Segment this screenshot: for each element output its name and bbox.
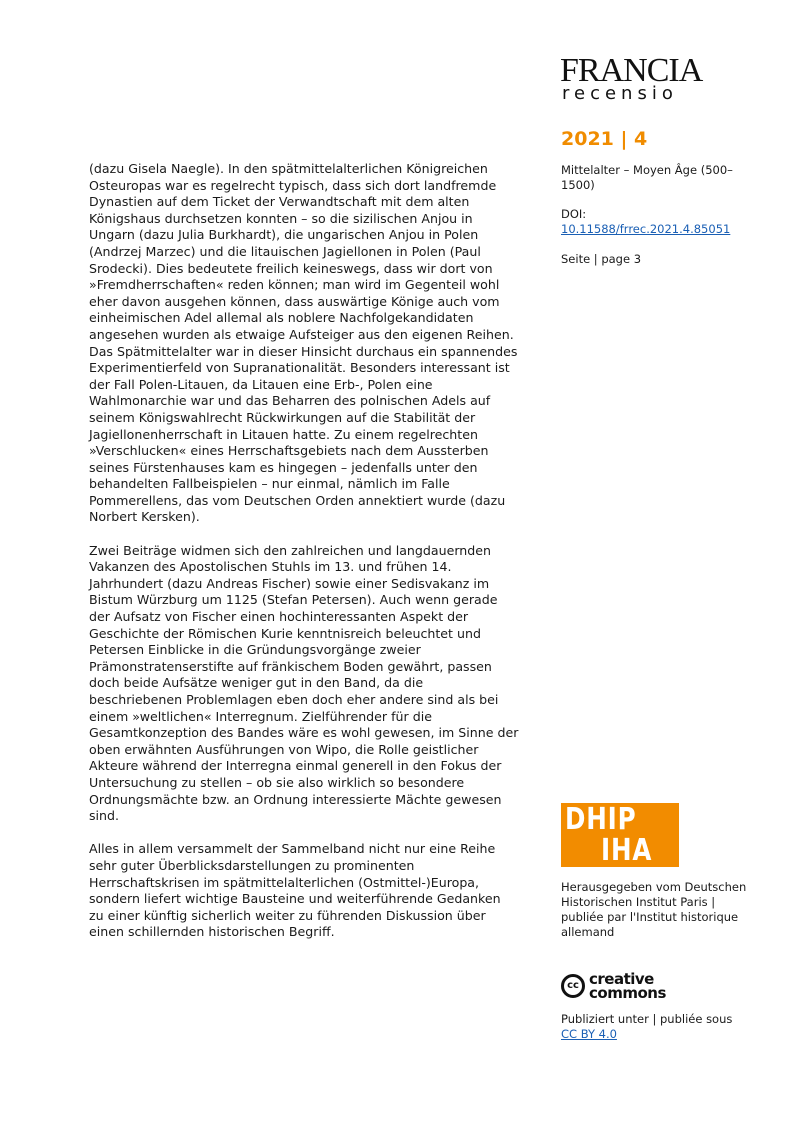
category: Mittelalter – Moyen Âge (500–1500) [561, 163, 733, 192]
license-text: Publiziert unter | publiée sous [561, 1012, 733, 1026]
iha-text: IHA [601, 833, 653, 867]
license-block [561, 1012, 761, 1042]
cc-wordmark [589, 972, 666, 1000]
publisher-note: Herausgegeben vom Deutschen Historischen Institut Paris | publiée par l'Institut historique allemand [561, 880, 747, 939]
license-link[interactable]: CC BY 4.0 [561, 1027, 617, 1041]
dhip-iha-logo [561, 803, 679, 867]
dhip-text: DHIP [565, 803, 637, 837]
cc-word-creative: creative [589, 970, 654, 988]
issue-number: 2021 | 4 [561, 128, 648, 150]
logo-recensio: recensio [562, 83, 678, 104]
paragraph-2: Zwei Beiträge widmen sich den zahlreichen und langdauernden Vakanzen des Apostolischen Stuhls im 13. und frühen 14. Jahrhundert (dazu Andreas Fischer) sowie einer Sedisvakanz im Bistum Würzburg um 1125 (Stefan Petersen). Auch wenn gerade der Aufsatz von Fischer einen hochinteressanten Aspekt der Geschichte der Römischen Kurie kenntnisreich beleuchtet und Petersen Einblicke in die Gründungsvorgänge zweier Prämonstratenserstifte auf fränkischem Boden gewährt, passen doch beide Aufsätze weniger gut in den Band, da die beschriebenen Problemlagen eben doch eher andere sind als bei einem »weltlichen« Interregnum. Zielführender für die Gesamtkonzeption des Bandes wäre es wohl gewesen, im Sinne der oben erwähnten Ausführungen von Wipo, die Rolle geistlicher Akteure während der Interregna einmal generell in den Fokus der Untersuchung zu stellen – ob sie also wirklich so besondere Ordnungsmächte bzw. an Ordnung interessierte Mächte gewesen sind. [89, 542, 519, 824]
logo-francia: FRANCIA [560, 52, 703, 89]
cc-icon: cc [561, 974, 585, 998]
cc-word-commons: commons [589, 984, 666, 1002]
article-body [89, 161, 519, 958]
doi-label: DOI: [561, 207, 587, 221]
doi-block [561, 207, 761, 237]
page-number: Seite | page 3 [561, 252, 642, 266]
paragraph-1: (dazu Gisela Naegle). In den spätmittelalterlichen Königreichen Osteuropas war es regelrecht typisch, dass sich dort landfremde Dynastien auf dem Ticket der Verwandtschaft mit dem alten Königshaus durchsetzen konnten – so die sizilischen Anjou in Ungarn (dazu Julia Burkhardt), die ungarischen Anjou in Polen (Andrzej Marzec) und die litauischen Jagiellonen in Polen (Paul Srodecki). Dies bedeutete freilich keineswegs, dass wir dort von »Fremdherrschaften« reden können; man wird im Gegenteil wohl eher davon ausgehen können, dass auswärtige Könige auch vom einheimischen Adel allemal als noblere Nachfolgekandidaten angesehen wurden als etwaige Aufsteiger aus den eigenen Reihen. Das Spätmittelalter war in dieser Hinsicht durchaus ein spannendes Experimentierfeld von Supranationalität. Besonders interessant ist der Fall Polen-Litauen, da Litauen eine Erb-, Polen eine Wahlmonarchie war und das Beharren des polnischen Adels auf seinem Königswahlrecht Rückwirkungen auf die Stabilität der Jagiellonenherrschaft in Litauen hatte. Zu einem regelrechten »Verschlucken« eines Herrschaftsgebiets nach dem Aussterben seines Fürstenhauses kam es hingegen – jedenfalls unter den behandelten Fallbeispielen – nur einmal, nämlich im Falle Pommerellens, das vom Deutschen Orden annektiert wurde (dazu Norbert Kersken). [89, 161, 518, 525]
paragraph-3: Alles in allem versammelt der Sammelband nicht nur eine Reihe sehr guter Überblicksdarstellungen zu prominenten Herrschaftskrisen im spätmittelalterlichen (Ostmittel-)Europa, sondern liefert wichtige Bausteine und weiterführende Gedanken zu einer künftig sicherlich weiter zu führenden Diskussion über einen schillernden historischen Begriff. [89, 841, 501, 940]
creative-commons-logo [561, 972, 691, 1004]
francia-recensio-logo [560, 52, 720, 104]
doi-link[interactable]: 10.11588/frrec.2021.4.85051 [561, 222, 731, 236]
